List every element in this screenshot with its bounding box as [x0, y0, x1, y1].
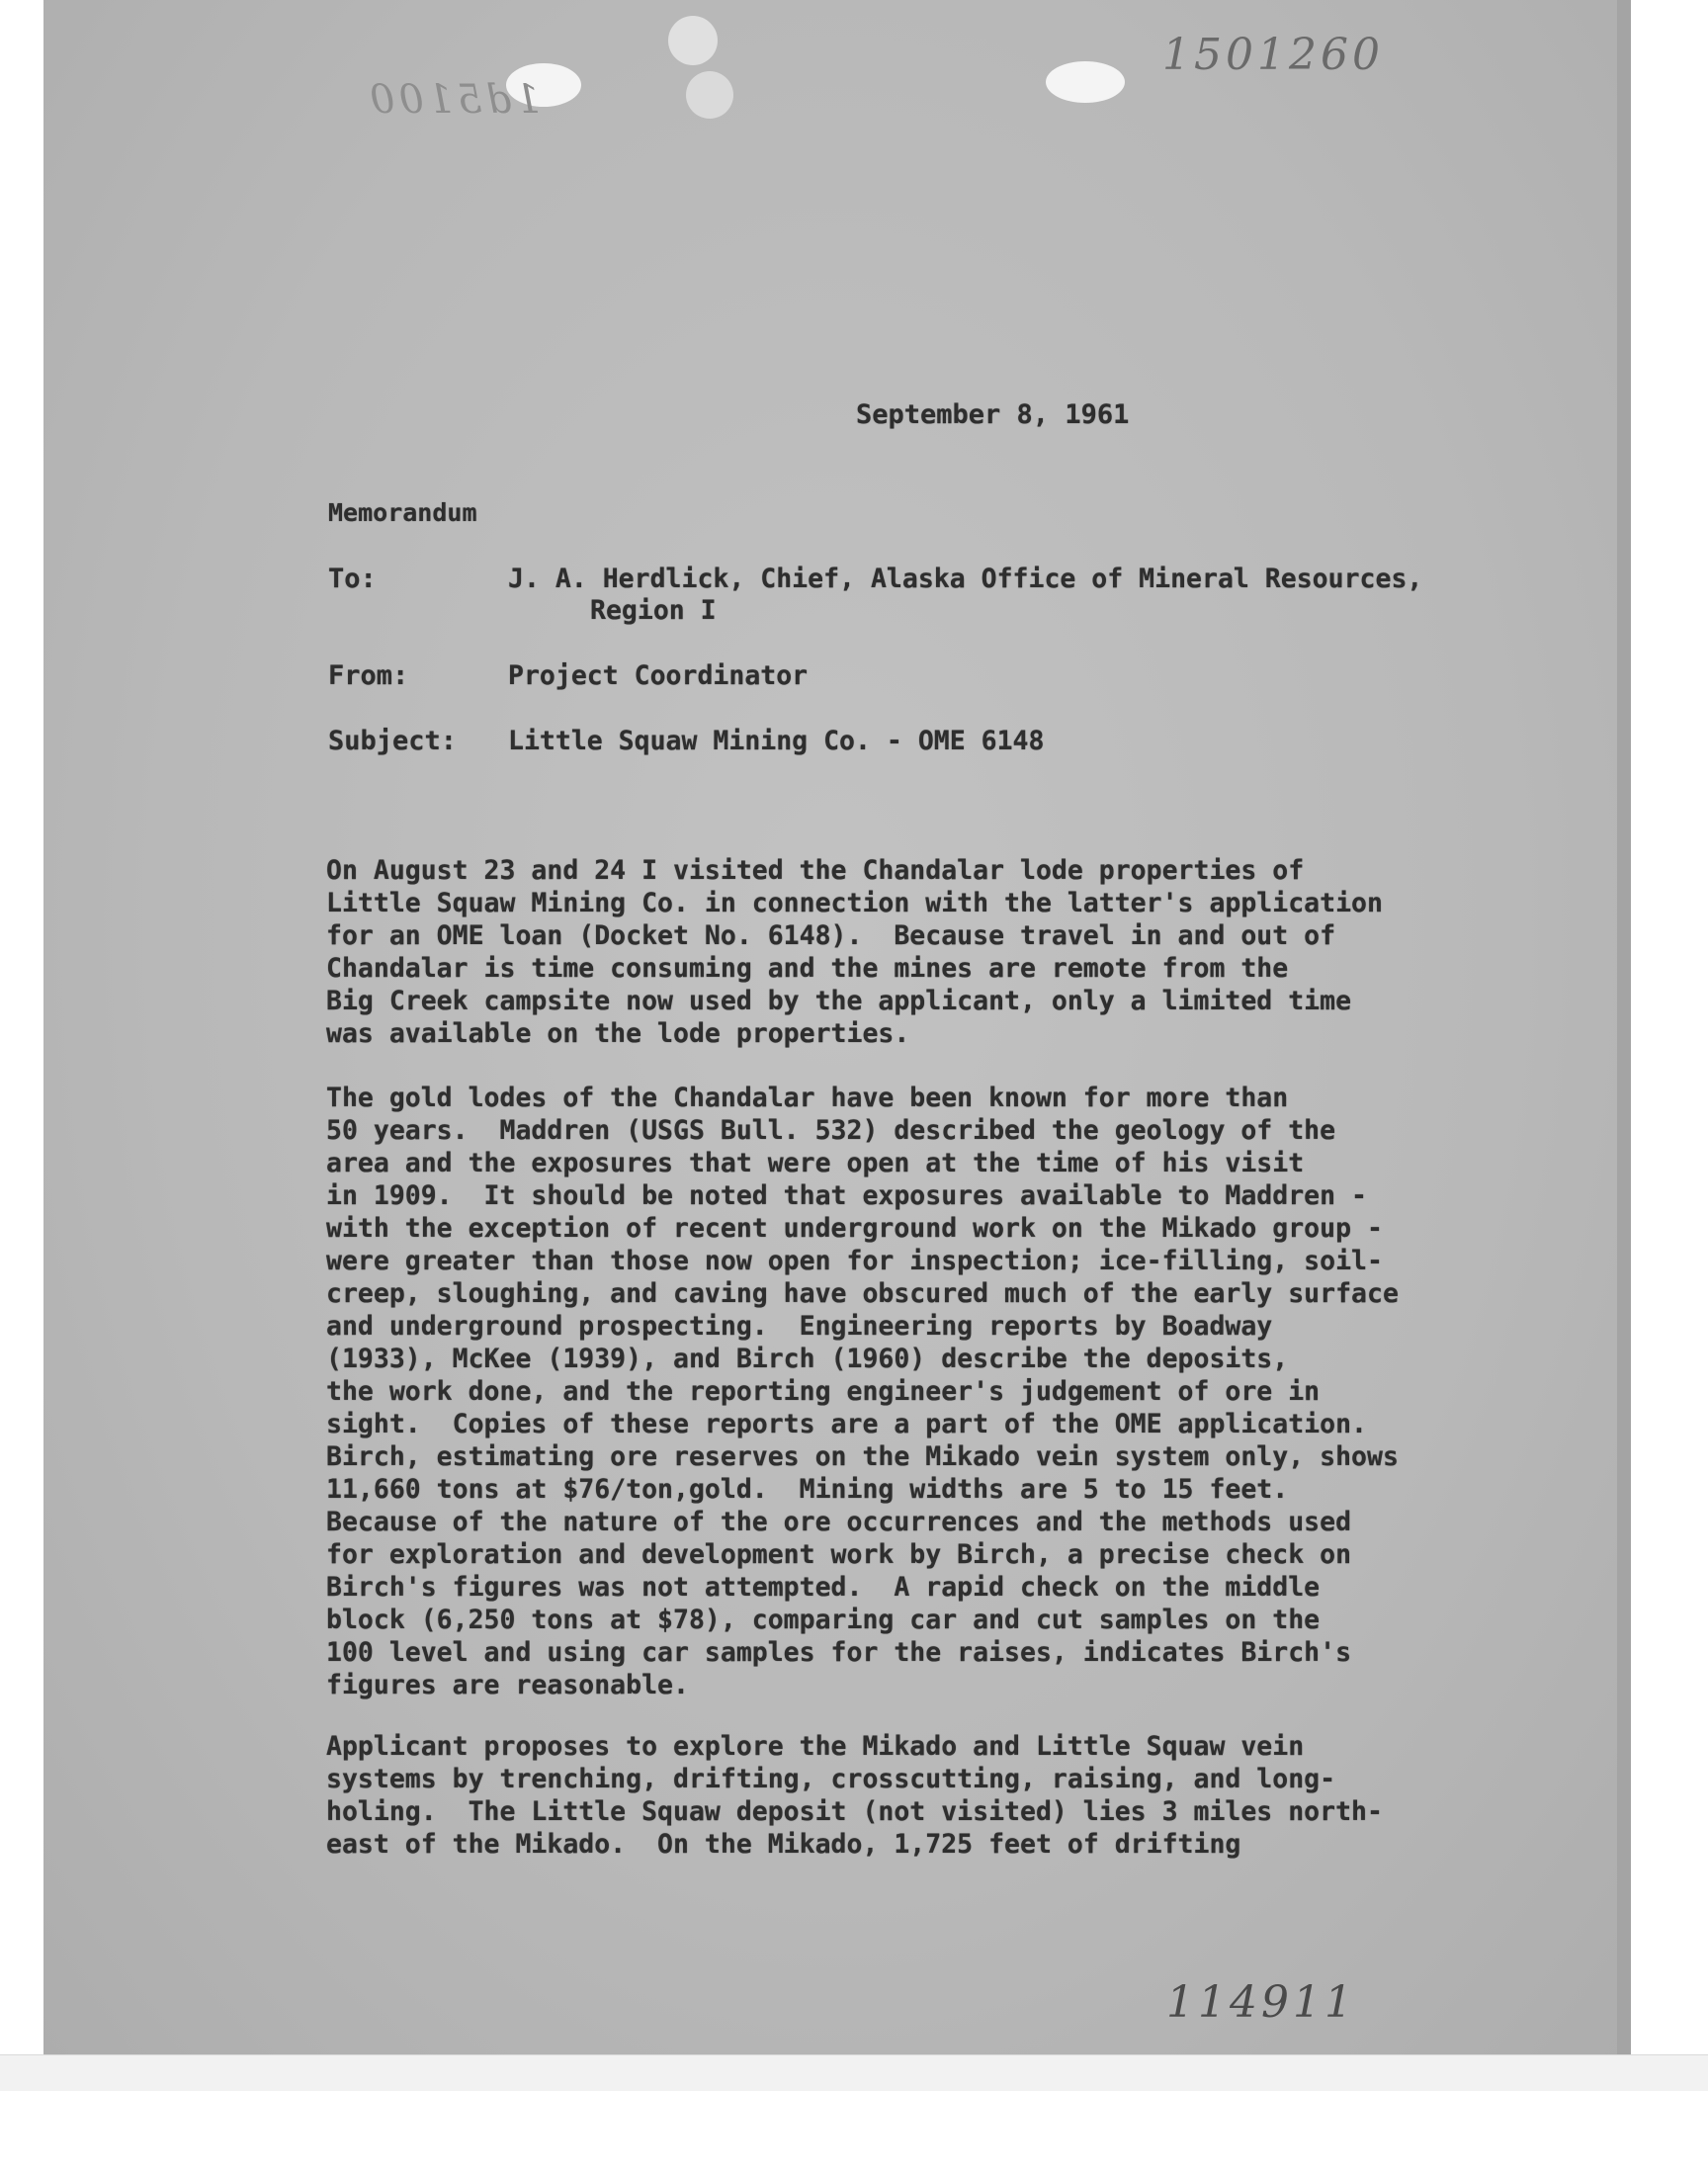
- binder-hole-top-2: [686, 71, 733, 119]
- paragraph-line: 11,660 tons at $76/ton,gold. Mining widths are 5 to 15 feet.: [326, 1474, 1289, 1505]
- paragraph-line: sight. Copies of these reports are a part of the OME application.: [326, 1409, 1367, 1439]
- paragraph-line: for exploration and development work by Birch, a precise check on: [326, 1539, 1352, 1570]
- to-value-line1: J. A. Herdlick, Chief, Alaska Office of Mineral Resources,: [508, 564, 1423, 594]
- paragraph-line: (1933), McKee (1939), and Birch (1960) describe the deposits,: [326, 1344, 1289, 1374]
- binder-hole-right: [1046, 61, 1125, 103]
- from-label: From:: [328, 660, 409, 691]
- binder-hole-top-1: [668, 16, 718, 65]
- paragraph-3: [326, 1730, 1473, 1861]
- stamp-number-top-right: 1501260: [1162, 30, 1384, 80]
- paragraph-line: Little Squaw Mining Co. in connection with the latter's application: [326, 888, 1383, 918]
- memo-date: September 8, 1961: [856, 399, 1130, 430]
- from-value: Project Coordinator: [508, 660, 809, 691]
- paragraph-line: the work done, and the reporting engineer's judgement of ore in: [326, 1376, 1321, 1407]
- handwritten-number-bottom: 114911: [1166, 1977, 1356, 2028]
- paragraph-line: Big Creek campsite now used by the applicant, only a limited time: [326, 986, 1352, 1016]
- paragraph-line: Chandalar is time consuming and the mines are remote from the: [326, 953, 1289, 984]
- paragraph-line: was available on the lode properties.: [326, 1018, 910, 1049]
- paragraph-line: 100 level and using car samples for the raises, indicates Birch's: [326, 1637, 1352, 1668]
- paragraph-line: The gold lodes of the Chandalar have been known for more than: [326, 1083, 1289, 1113]
- paragraph-line: creep, sloughing, and caving have obscured much of the early surface: [326, 1278, 1399, 1309]
- paragraph-line: were greater than those now open for inspection; ice-filling, soil-: [326, 1246, 1383, 1276]
- paragraph-line: with the exception of recent underground work on the Mikado group -: [326, 1213, 1383, 1244]
- paragraph-line: holing. The Little Squaw deposit (not visited) lies 3 miles north-: [326, 1796, 1383, 1827]
- paragraph-line: for an OME loan (Docket No. 6148). Because travel in and out of: [326, 920, 1336, 951]
- subject-label: Subject:: [328, 726, 458, 756]
- paragraph-line: 50 years. Maddren (USGS Bull. 532) described the geology of the: [326, 1115, 1336, 1146]
- paragraph-line: east of the Mikado. On the Mikado, 1,725 feet of drifting: [326, 1829, 1241, 1860]
- paragraph-line: On August 23 and 24 I visited the Chandalar lode properties of: [326, 855, 1305, 886]
- subject-value: Little Squaw Mining Co. - OME 6148: [508, 726, 1045, 756]
- paragraph-line: Birch, estimating ore reserves on the Mikado vein system only, shows: [326, 1441, 1399, 1472]
- paragraph-line: systems by trenching, drifting, crosscutting, raising, and long-: [326, 1764, 1336, 1794]
- paragraph-line: figures are reasonable.: [326, 1670, 689, 1700]
- paragraph-line: Birch's figures was not attempted. A rapid check on the middle: [326, 1572, 1321, 1603]
- paragraph-line: Because of the nature of the ore occurrences and the methods used: [326, 1507, 1352, 1537]
- paragraph-line: Applicant proposes to explore the Mikado and Little Squaw vein: [326, 1731, 1305, 1762]
- to-value-line2: Region I: [590, 595, 717, 626]
- scanner-bottom-strip: [0, 2054, 1708, 2091]
- page-edge-shadow: [1617, 0, 1631, 2054]
- paragraph-line: and underground prospecting. Engineering reports by Boadway: [326, 1311, 1273, 1342]
- paragraph-line: area and the exposures that were open at the time of his visit: [326, 1148, 1305, 1178]
- paragraph-2: [326, 1082, 1473, 1701]
- stamp-number-top-left-faded: 1d5100: [366, 77, 541, 123]
- paragraph-1: [326, 854, 1473, 1050]
- to-label: To:: [328, 564, 377, 594]
- paragraph-line: in 1909. It should be noted that exposures available to Maddren -: [326, 1180, 1367, 1211]
- memo-label: Memorandum: [328, 498, 477, 527]
- paragraph-line: block (6,250 tons at $78), comparing car and cut samples on the: [326, 1605, 1321, 1635]
